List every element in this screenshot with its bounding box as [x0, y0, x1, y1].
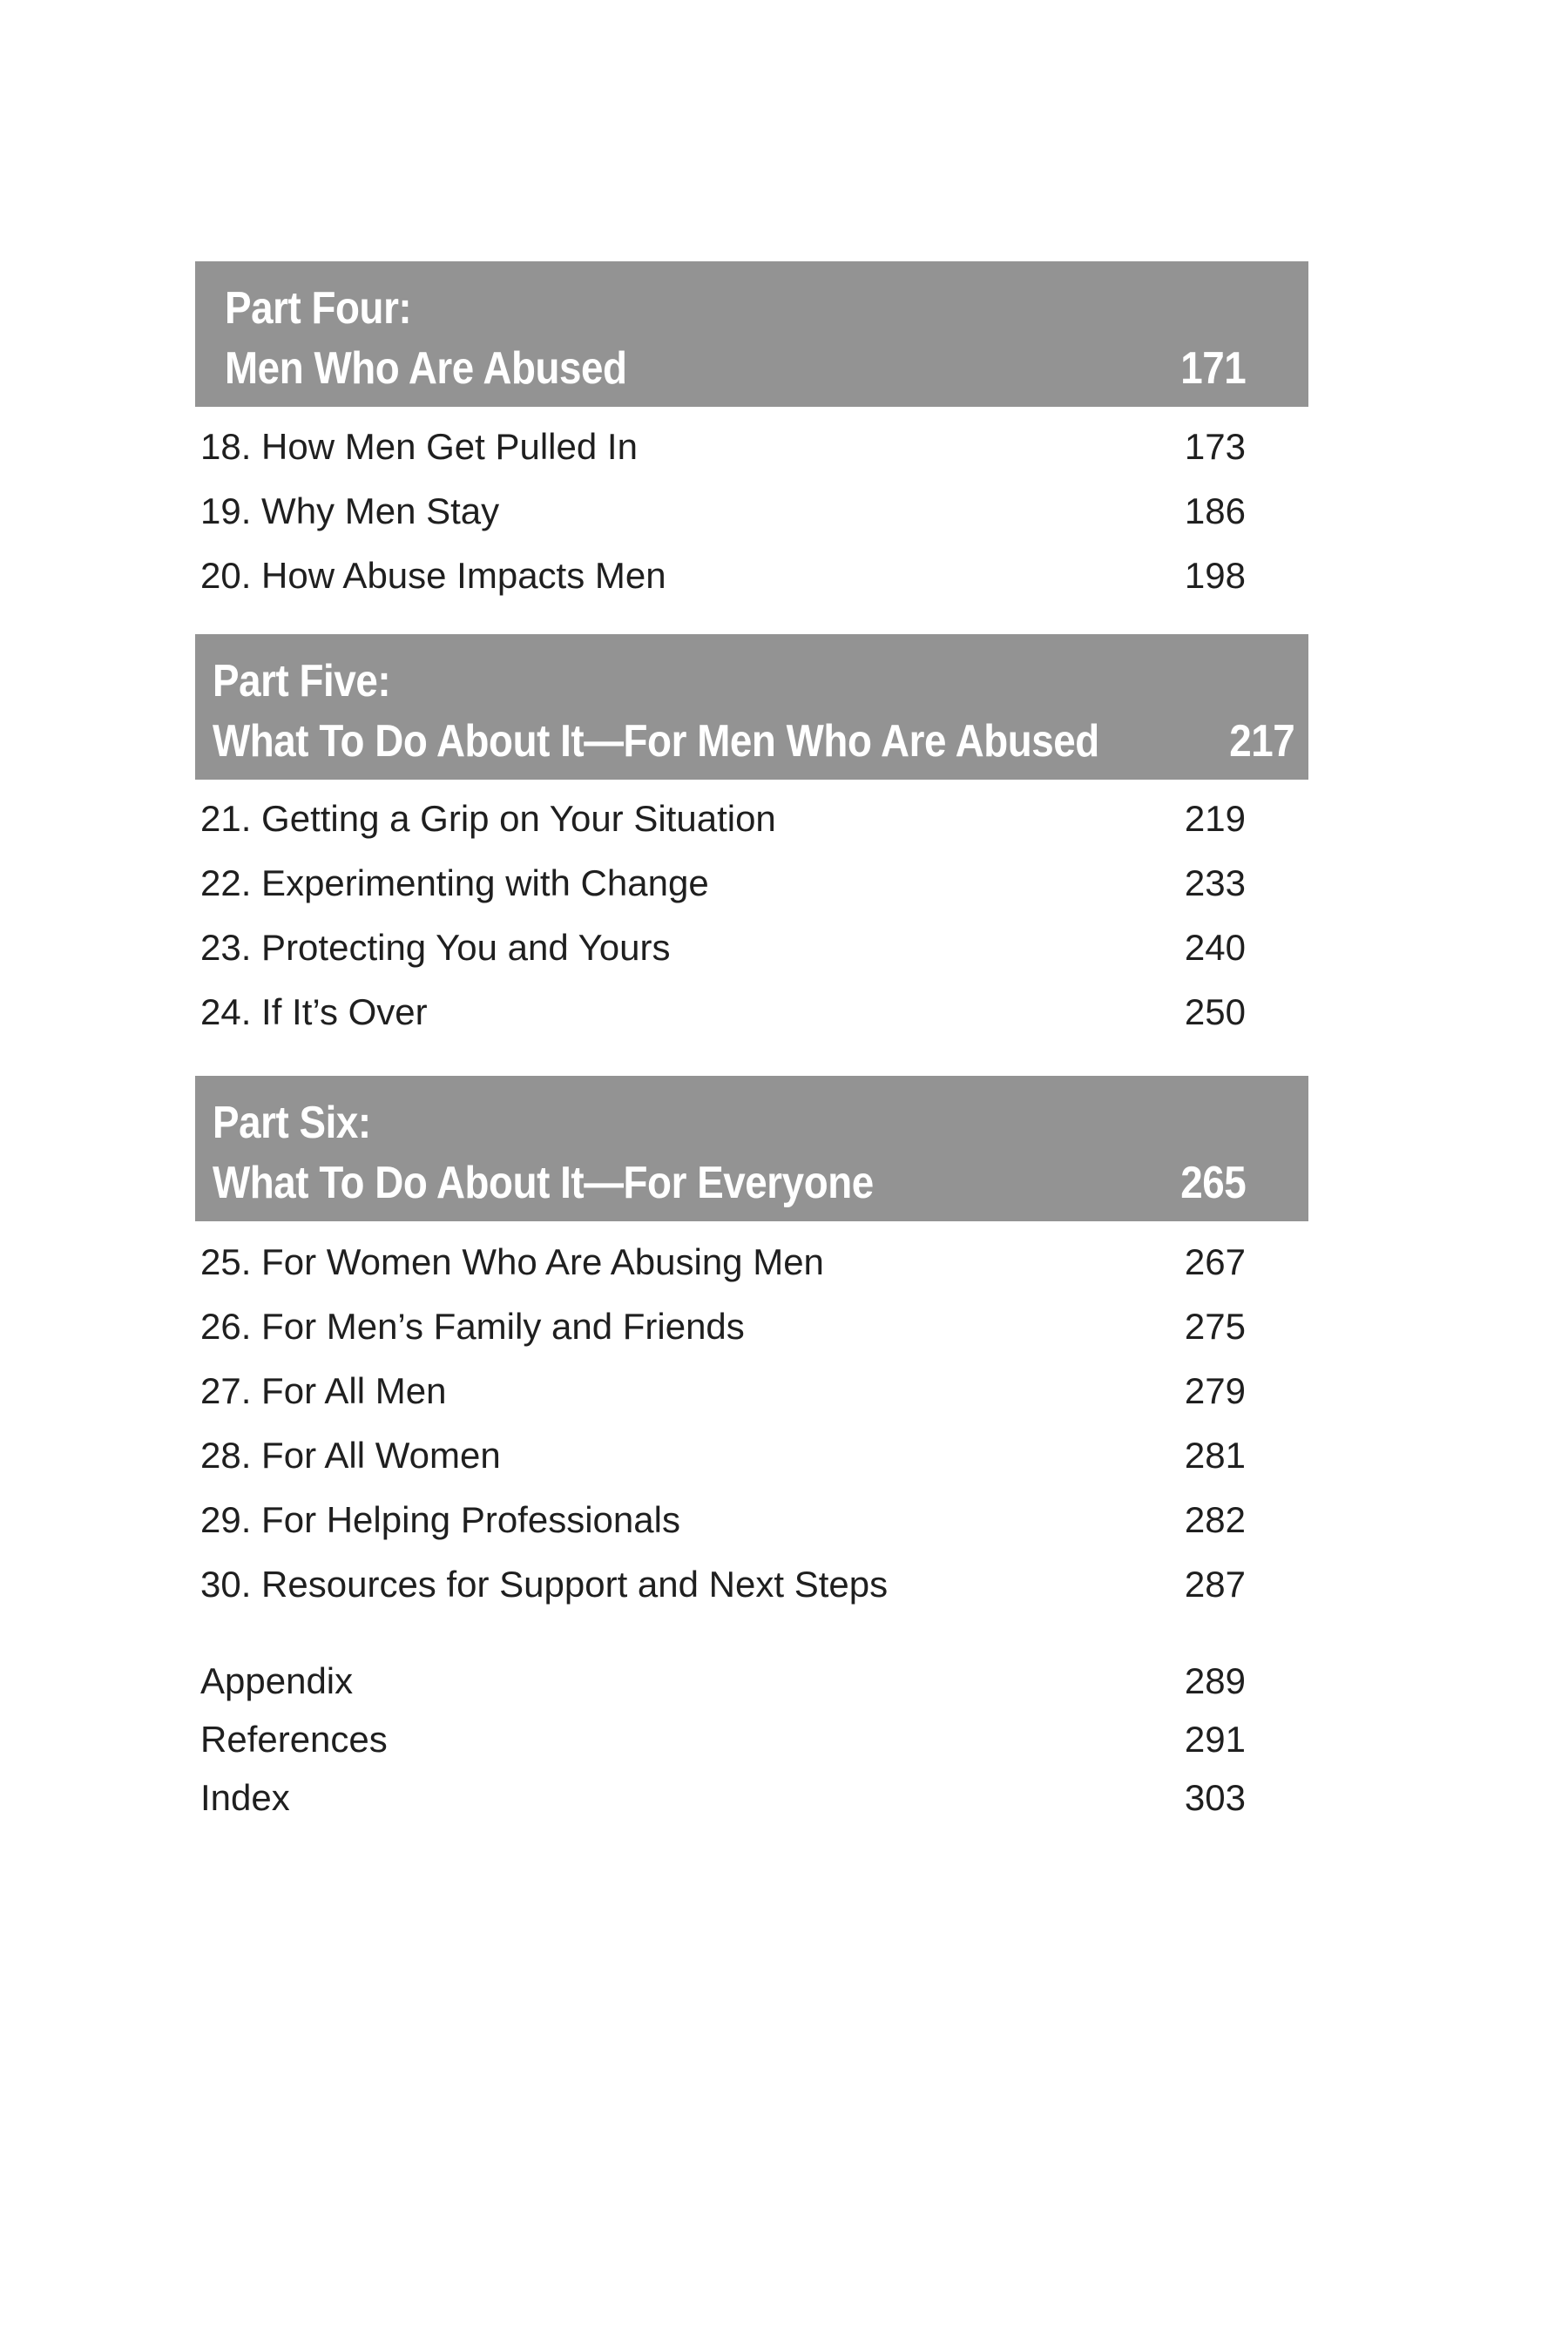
chapter-page-number: 250	[1184, 991, 1246, 1032]
chapter-title: 30. Resources for Support and Next Steps	[200, 1564, 889, 1605]
toc-entry	[200, 851, 1246, 916]
toc-entry	[200, 1488, 1246, 1552]
chapter-page-number: 173	[1184, 426, 1246, 467]
toc-entry	[200, 544, 1246, 608]
part-title-row	[213, 711, 1294, 772]
chapter-page-number: 267	[1184, 1241, 1246, 1282]
toc-entry	[200, 415, 1246, 479]
toc-entry	[200, 1710, 1246, 1768]
table-of-contents	[195, 261, 1308, 1827]
chapter-title: 28. For All Women	[200, 1435, 501, 1476]
chapter-title: 26. For Men’s Family and Friends	[200, 1306, 745, 1347]
part-title: Men Who Are Abused	[225, 343, 627, 394]
chapter-page-number: 287	[1184, 1564, 1246, 1605]
back-matter-title: References	[200, 1719, 388, 1760]
part-label: Part Four:	[225, 283, 412, 334]
part-header-five	[195, 634, 1308, 780]
chapter-title: 18. How Men Get Pulled In	[200, 426, 638, 467]
part-page-number: 171	[1179, 343, 1246, 394]
back-matter-title: Index	[200, 1777, 290, 1818]
chapter-page-number: 279	[1184, 1370, 1246, 1411]
part-title: What To Do About It—For Men Who Are Abused	[213, 716, 1099, 767]
chapter-title: 19. Why Men Stay	[200, 490, 500, 531]
part-label: Part Six:	[213, 1098, 371, 1148]
toc-entry	[200, 1230, 1246, 1294]
chapter-page-number: 219	[1184, 798, 1246, 839]
chapter-page-number: 186	[1184, 490, 1246, 531]
chapter-list-part-four	[195, 407, 1308, 608]
chapter-title: 23. Protecting You and Yours	[200, 927, 671, 968]
chapter-list-part-five	[195, 780, 1308, 1044]
toc-entry	[200, 1423, 1246, 1488]
toc-entry	[200, 1652, 1246, 1710]
part-title-row	[225, 338, 1246, 399]
toc-entry	[200, 1359, 1246, 1423]
toc-entry	[200, 787, 1246, 851]
chapter-list-part-six	[195, 1221, 1308, 1617]
part-header-four	[195, 261, 1308, 407]
part-page-number: 265	[1179, 1158, 1246, 1208]
back-matter-page-number: 303	[1184, 1777, 1246, 1818]
part-title: What To Do About It—For Everyone	[213, 1158, 874, 1208]
chapter-page-number: 275	[1184, 1306, 1246, 1347]
back-matter-title: Appendix	[200, 1660, 354, 1701]
chapter-page-number: 281	[1184, 1435, 1246, 1476]
chapter-page-number: 282	[1184, 1499, 1246, 1540]
chapter-title: 24. If It’s Over	[200, 991, 428, 1032]
toc-entry	[200, 980, 1246, 1044]
part-title-row	[213, 1152, 1246, 1213]
back-matter-page-number: 289	[1184, 1660, 1246, 1701]
chapter-title: 29. For Helping Professionals	[200, 1499, 680, 1540]
toc-entry	[200, 916, 1246, 980]
toc-entry	[200, 1294, 1246, 1359]
toc-entry	[200, 479, 1246, 544]
chapter-page-number: 198	[1184, 555, 1246, 596]
chapter-title: 25. For Women Who Are Abusing Men	[200, 1241, 824, 1282]
toc-entry	[200, 1768, 1246, 1827]
back-matter-list	[195, 1652, 1308, 1827]
toc-entry	[200, 1552, 1246, 1617]
part-label: Part Five:	[213, 656, 391, 706]
chapter-title: 20. How Abuse Impacts Men	[200, 555, 666, 596]
chapter-title: 27. For All Men	[200, 1370, 447, 1411]
chapter-title: 22. Experimenting with Change	[200, 862, 709, 903]
part-page-number: 217	[1228, 716, 1294, 767]
chapter-page-number: 240	[1184, 927, 1246, 968]
chapter-page-number: 233	[1184, 862, 1246, 903]
back-matter-page-number: 291	[1184, 1719, 1246, 1760]
chapter-title: 21. Getting a Grip on Your Situation	[200, 798, 776, 839]
part-header-six	[195, 1076, 1308, 1221]
